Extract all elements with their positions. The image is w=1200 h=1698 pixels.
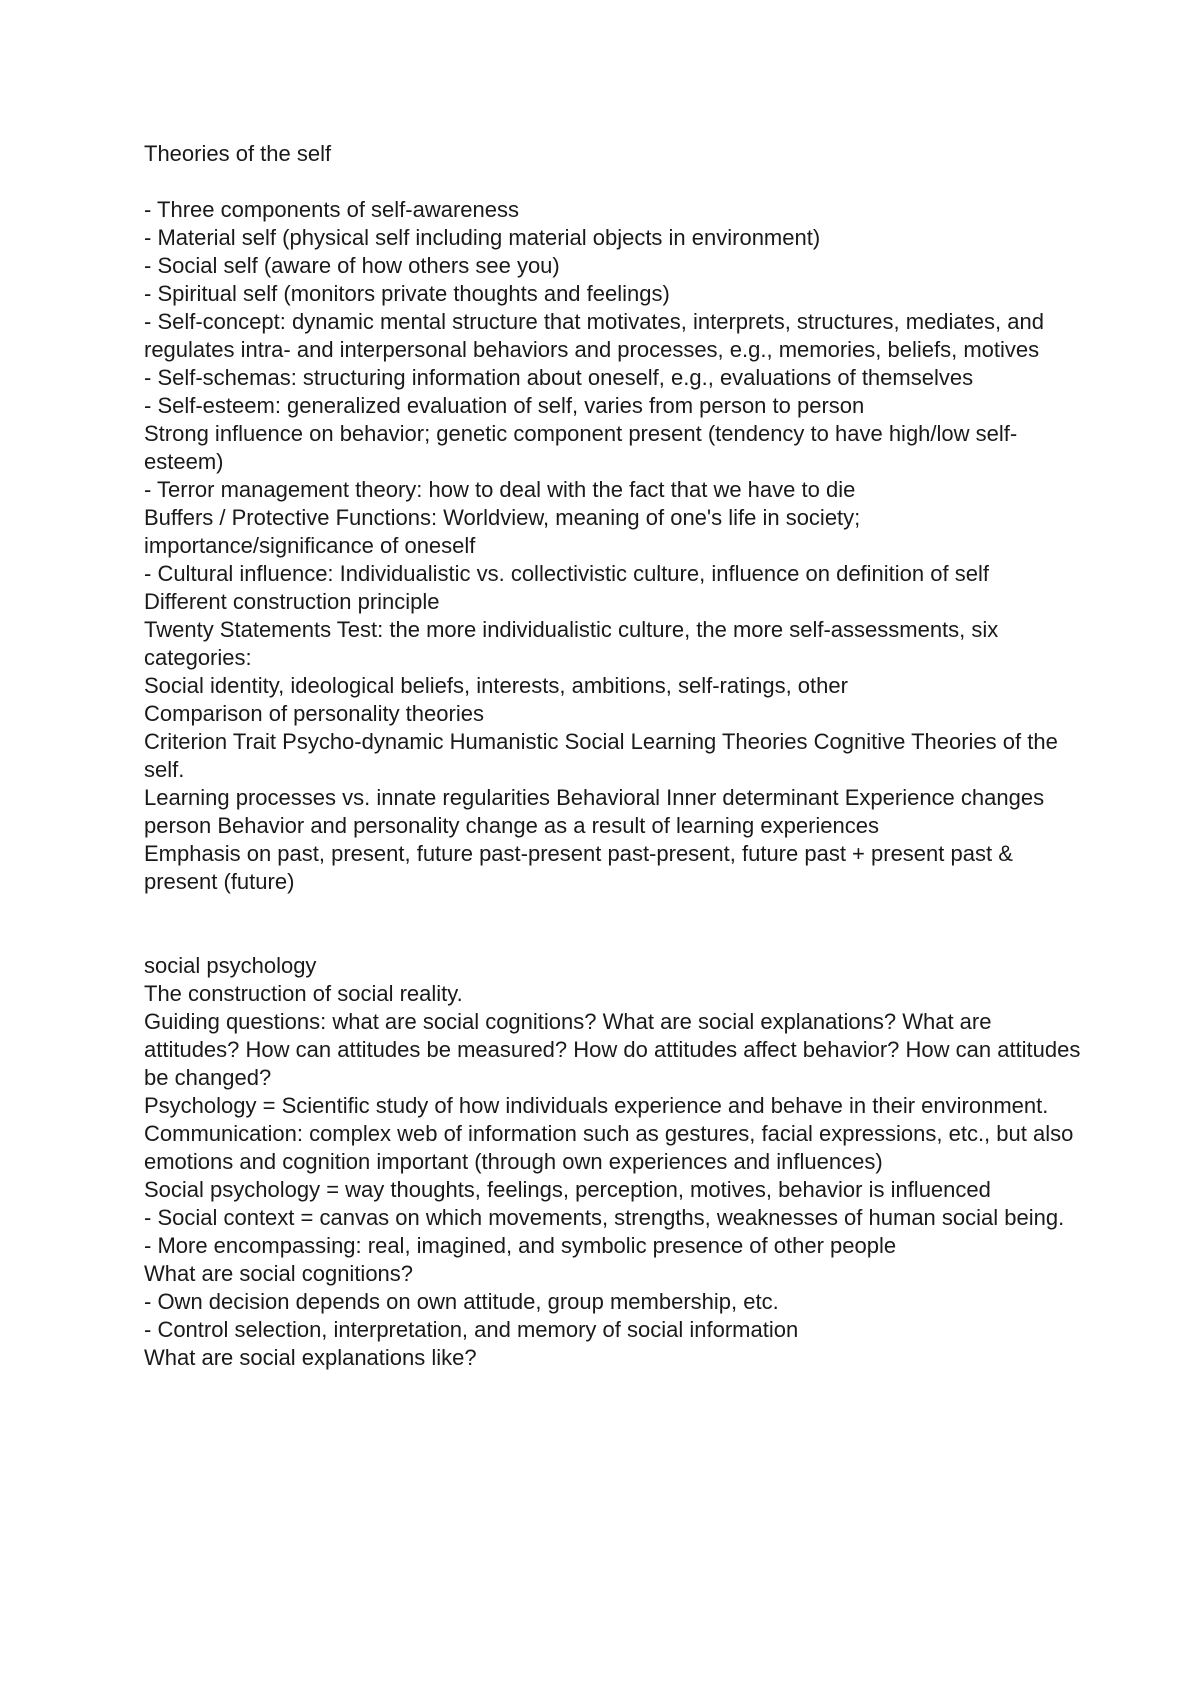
text-line: What are social cognitions? — [144, 1261, 414, 1286]
text-line: - Social self (aware of how others see you) — [144, 253, 560, 278]
text-line: Criterion Trait Psycho-dynamic Humanistic Social Learning Theories Cognitive Theories of the self. — [144, 729, 1064, 782]
section-gap — [144, 896, 1084, 952]
text-line: - Cultural influence: Individualistic vs. collectivistic culture, influence on definition of self — [144, 561, 989, 586]
text-line: Psychology = Scientific study of how individuals experience and behave in their environment. — [144, 1093, 1049, 1118]
section-title: Theories of the self — [144, 141, 332, 166]
text-line: Comparison of personality theories — [144, 701, 484, 726]
text-line: - Social context = canvas on which movements, strengths, weaknesses of human social being. — [144, 1205, 1065, 1230]
text-line: Social identity, ideological beliefs, interests, ambitions, self-ratings, other — [144, 673, 848, 698]
text-line: What are social explanations like? — [144, 1345, 477, 1370]
text-line: - Material self (physical self including material objects in environment) — [144, 225, 821, 250]
text-line: Guiding questions: what are social cognitions? What are social explanations? What are attitudes? How can attitudes be measured? How do attitudes affect behavior? How can attitudes be changed? — [144, 1009, 1087, 1090]
text-line: Social psychology = way thoughts, feelings, perception, motives, behavior is influenced — [144, 1177, 991, 1202]
text-line: - Self-esteem: generalized evaluation of self, varies from person to person — [144, 393, 865, 418]
blank-line — [144, 168, 1084, 196]
text-line: - Spiritual self (monitors private thoughts and feelings) — [144, 281, 670, 306]
section-theories-of-self — [144, 140, 1084, 896]
section-title: social psychology — [144, 953, 317, 978]
section-social-psychology — [144, 952, 1087, 1372]
text-line: - Self-schemas: structuring information about oneself, e.g., evaluations of themselves — [144, 365, 974, 390]
text-line: Communication: complex web of information such as gestures, facial expressions, etc., but also emotions and cognition important (through own experiences and influences) — [144, 1121, 1080, 1174]
text-line: Twenty Statements Test: the more individualistic culture, the more self-assessments, six categories: — [144, 617, 1005, 670]
text-line: - Own decision depends on own attitude, group membership, etc. — [144, 1289, 779, 1314]
text-line: Strong influence on behavior; genetic component present (tendency to have high/low self-esteem) — [144, 421, 1018, 474]
text-line: The construction of social reality. — [144, 981, 463, 1006]
text-line: - Terror management theory: how to deal with the fact that we have to die — [144, 477, 856, 502]
text-line: Learning processes vs. innate regularities Behavioral Inner determinant Experience changes person Behavior and personality change as a result of learning experiences — [144, 785, 1051, 838]
text-line: Emphasis on past, present, future past-present past-present, future past + present past & present (future) — [144, 841, 1019, 894]
text-line: Buffers / Protective Functions: Worldview, meaning of one's life in society; importance/significance of oneself — [144, 505, 867, 558]
text-line: - Self-concept: dynamic mental structure that motivates, interprets, structures, mediates, and regulates intra- and interpersonal behaviors and processes, e.g., memories, beliefs, motives — [144, 309, 1051, 362]
text-line: - Three components of self-awareness — [144, 197, 519, 222]
text-line: - More encompassing: real, imagined, and symbolic presence of other people — [144, 1233, 897, 1258]
document-body — [144, 140, 1087, 1372]
text-line: Different construction principle — [144, 589, 440, 614]
text-line: - Control selection, interpretation, and memory of social information — [144, 1317, 799, 1342]
